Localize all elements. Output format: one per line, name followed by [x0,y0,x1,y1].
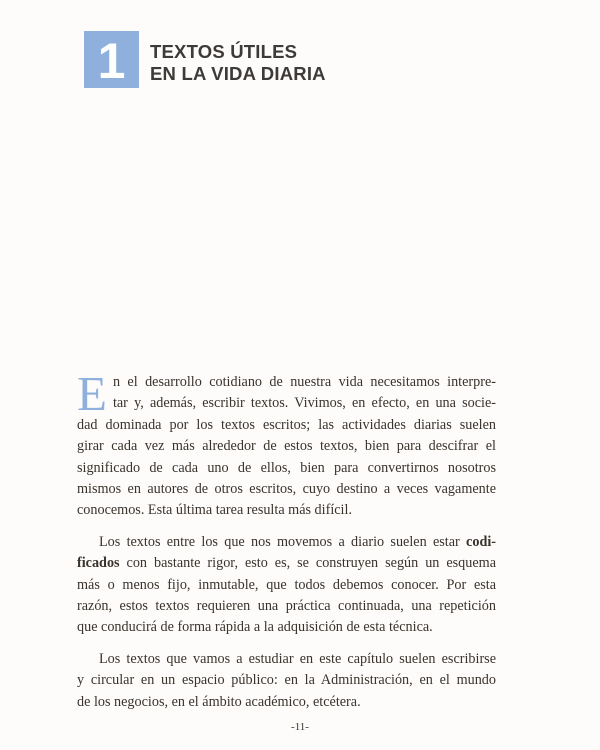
chapter-title-line-2: EN LA VIDA DIARIA [150,63,326,84]
text-line: de los negocios, en el ámbito académico, etcétera. [77,693,361,710]
text-line: Los textos que vamos a estudiar en este capítulo suelen escribirse [99,650,496,667]
text-line [77,553,496,574]
paragraph-2 [77,532,496,639]
text-line: razón, estos textos requieren una práctica continuada, una repetición [77,598,496,615]
chapter-number: 1 [97,32,126,89]
text-line: girar cada vez más alrededor de estos textos, bien para descifrar el [77,438,496,455]
text-line: significado de cada uno de ellos, bien para convertirnos nosotros [77,459,496,476]
text-line: conocemos. Esta última tarea resulta más difícil. [77,502,352,519]
text-line: tar y, además, escribir textos. Vivimos, en efecto, en una socie- [112,395,496,412]
text-line: y circular en un espacio público: en la Administración, en el mundo [77,672,496,689]
text-line: n el desarrollo cotidiano de nuestra vida necesitamos interpre- [112,374,496,390]
text-fragment: Los textos entre los que nos movemos a diario suelen estar [99,533,467,550]
text-line: que conducirá de forma rápida a la adquisición de esta técnica. [77,619,433,636]
text-line: dad dominada por los textos escritos; las actividades diarias suelen [77,416,496,433]
body-text [77,366,496,723]
text-line [77,532,496,553]
bold-term: ficados [77,555,120,572]
paragraph-3 [77,649,496,713]
chapter-title [150,41,326,85]
text-fragment: con bastante rigor, esto es, se construyen según un esquema [119,555,496,572]
bold-term: codi- [466,533,496,550]
text-line: mismos en autores de otros escritos, cuyo destino a veces vagamente [77,481,496,498]
text-line: más o menos fijo, inmutable, que todos debemos conocer. Por esta [77,576,496,593]
page-number: -11- [291,721,309,733]
chapter-title-line-1: TEXTOS ÚTILES [150,41,298,62]
drop-cap: E [77,366,107,421]
paragraph-1 [77,366,496,522]
chapter-number-box [84,31,139,88]
